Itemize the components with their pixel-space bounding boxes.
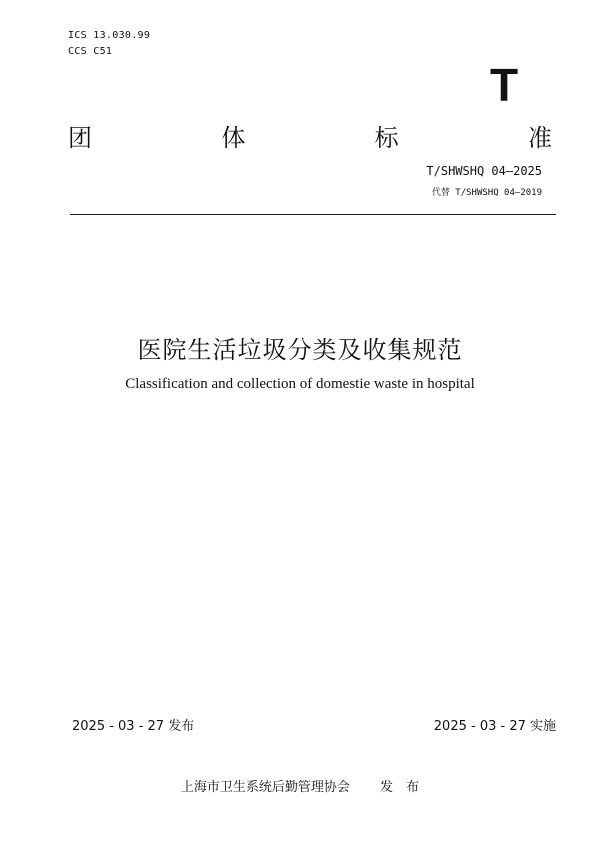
ics-code: ICS 13.030.99 xyxy=(68,30,151,41)
standard-type-char: 标 xyxy=(374,124,399,152)
ccs-code: CCS C51 xyxy=(68,46,113,57)
issue-date: 2025 - 03 - 27 发布 xyxy=(72,719,195,734)
header-divider xyxy=(70,214,556,215)
publisher: 上海市卫生系统后勤管理协会 发 布 xyxy=(180,780,420,795)
standard-type-char: 准 xyxy=(527,124,552,152)
standard-code: T/SHWSHQ 04—2025 xyxy=(426,164,542,178)
standard-type-char: 团 xyxy=(68,124,92,152)
standard-type-char: 体 xyxy=(221,124,246,152)
document-title-en: Classification and collection of domestie waste in hospital xyxy=(125,376,475,392)
standard-mark-t: T xyxy=(490,59,519,111)
effective-date: 2025 - 03 - 27 实施 xyxy=(433,719,556,734)
replaces-code: 代替 T/SHWSHQ 04—2019 xyxy=(431,188,542,198)
standard-type-heading xyxy=(68,118,552,153)
document-title-zh: 医院生活垃圾分类及收集规范 xyxy=(137,336,463,364)
